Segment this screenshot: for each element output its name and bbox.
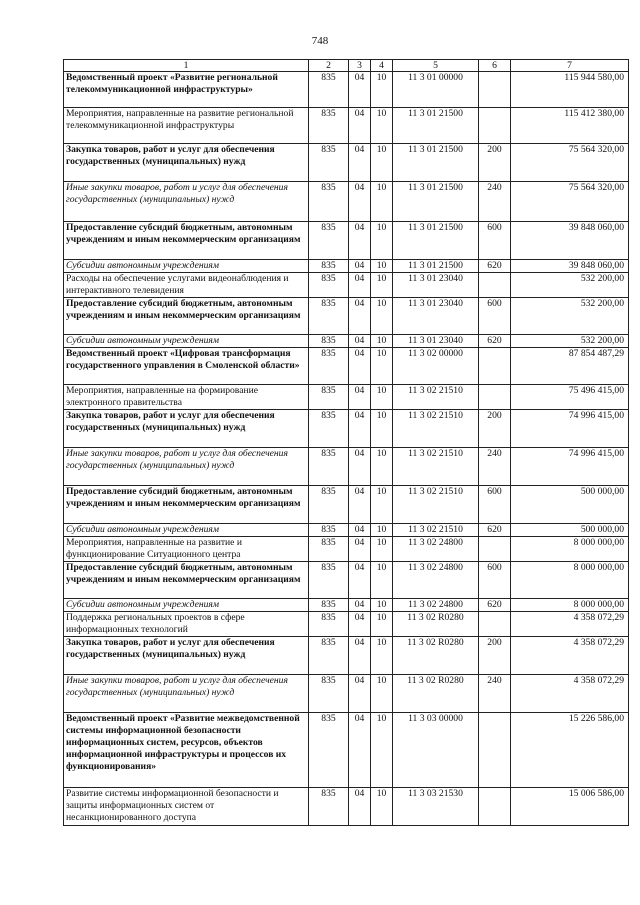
amount-cell: 4 358 072,29 [511, 675, 629, 713]
subsection-cell: 10 [371, 182, 393, 222]
description-cell: Поддержка региональных проектов в сфере информационных технологий [64, 612, 309, 637]
description-cell: Иные закупки товаров, работ и услуг для обеспечения государственных (муниципальных) нужд [64, 182, 309, 222]
subsection-cell: 10 [371, 298, 393, 335]
admin-code-cell: 835 [309, 260, 349, 273]
subsection-cell: 10 [371, 788, 393, 826]
section-cell: 04 [349, 260, 371, 273]
admin-code-cell: 835 [309, 637, 349, 675]
subsection-cell: 10 [371, 108, 393, 144]
amount-cell: 39 848 060,00 [511, 260, 629, 273]
expense-type-cell [479, 108, 511, 144]
section-cell: 04 [349, 298, 371, 335]
section-cell: 04 [349, 273, 371, 298]
subsection-cell: 10 [371, 448, 393, 486]
description-cell: Субсидии автономным учреждениям [64, 524, 309, 537]
amount-cell: 532 200,00 [511, 273, 629, 298]
table-row [64, 537, 629, 562]
admin-code-cell: 835 [309, 222, 349, 260]
amount-cell: 500 000,00 [511, 524, 629, 537]
target-article-cell: 11 3 01 23040 [393, 335, 479, 348]
amount-cell: 8 000 000,00 [511, 562, 629, 599]
description-cell: Мероприятия, направленные на развитие региональной телекоммуникационной инфраструктуры [64, 108, 309, 144]
description-cell: Субсидии автономным учреждениям [64, 260, 309, 273]
target-article-cell: 11 3 02 21510 [393, 524, 479, 537]
amount-cell: 4 358 072,29 [511, 637, 629, 675]
amount-cell: 15 226 586,00 [511, 713, 629, 788]
target-article-cell: 11 3 02 21510 [393, 385, 479, 410]
section-cell: 04 [349, 524, 371, 537]
subsection-cell: 10 [371, 335, 393, 348]
section-cell: 04 [349, 562, 371, 599]
target-article-cell: 11 3 02 R0280 [393, 637, 479, 675]
col-header-2: 2 [309, 60, 349, 72]
table-row [64, 612, 629, 637]
section-cell: 04 [349, 72, 371, 108]
description-cell: Закупка товаров, работ и услуг для обеспечения государственных (муниципальных) нужд [64, 410, 309, 448]
admin-code-cell: 835 [309, 448, 349, 486]
expense-type-cell [479, 385, 511, 410]
amount-cell: 75 564 320,00 [511, 182, 629, 222]
target-article-cell: 11 3 02 21510 [393, 448, 479, 486]
target-article-cell: 11 3 02 21510 [393, 410, 479, 448]
admin-code-cell: 835 [309, 273, 349, 298]
target-article-cell: 11 3 01 21500 [393, 108, 479, 144]
admin-code-cell: 835 [309, 788, 349, 826]
target-article-cell: 11 3 01 00000 [393, 72, 479, 108]
table-row [64, 182, 629, 222]
subsection-cell: 10 [371, 599, 393, 612]
section-cell: 04 [349, 410, 371, 448]
section-cell: 04 [349, 182, 371, 222]
table-row [64, 448, 629, 486]
description-cell: Предоставление субсидий бюджетным, автономным учреждениям и иным некоммерческим организациям [64, 298, 309, 335]
expense-type-cell [479, 713, 511, 788]
table-row [64, 222, 629, 260]
expense-type-cell [479, 72, 511, 108]
target-article-cell: 11 3 02 24800 [393, 537, 479, 562]
expense-type-cell: 600 [479, 562, 511, 599]
subsection-cell: 10 [371, 72, 393, 108]
table-row [64, 599, 629, 612]
target-article-cell: 11 3 02 R0280 [393, 612, 479, 637]
table-row [64, 562, 629, 599]
table-row [64, 348, 629, 385]
subsection-cell: 10 [371, 410, 393, 448]
subsection-cell: 10 [371, 713, 393, 788]
subsection-cell: 10 [371, 562, 393, 599]
subsection-cell: 10 [371, 260, 393, 273]
subsection-cell: 10 [371, 675, 393, 713]
section-cell: 04 [349, 448, 371, 486]
section-cell: 04 [349, 222, 371, 260]
section-cell: 04 [349, 335, 371, 348]
admin-code-cell: 835 [309, 675, 349, 713]
section-cell: 04 [349, 537, 371, 562]
amount-cell: 74 996 415,00 [511, 410, 629, 448]
table-row [64, 713, 629, 788]
description-cell: Субсидии автономным учреждениям [64, 335, 309, 348]
description-cell: Предоставление субсидий бюджетным, автономным учреждениям и иным некоммерческим организациям [64, 486, 309, 524]
table-row [64, 675, 629, 713]
col-header-5: 5 [393, 60, 479, 72]
admin-code-cell: 835 [309, 524, 349, 537]
section-cell: 04 [349, 713, 371, 788]
table-row [64, 788, 629, 826]
amount-cell: 8 000 000,00 [511, 599, 629, 612]
expense-type-cell [479, 788, 511, 826]
expense-type-cell: 240 [479, 448, 511, 486]
expense-type-cell: 200 [479, 410, 511, 448]
table-row [64, 260, 629, 273]
description-cell: Ведомственный проект «Развитие региональной телекоммуникационной инфраструктуры» [64, 72, 309, 108]
section-cell: 04 [349, 788, 371, 826]
expense-type-cell [479, 537, 511, 562]
col-header-1: 1 [64, 60, 309, 72]
expense-type-cell: 620 [479, 335, 511, 348]
amount-cell: 75 564 320,00 [511, 144, 629, 182]
target-article-cell: 11 3 01 21500 [393, 182, 479, 222]
description-cell: Предоставление субсидий бюджетным, автономным учреждениям и иным некоммерческим организациям [64, 562, 309, 599]
section-cell: 04 [349, 675, 371, 713]
target-article-cell: 11 3 01 21500 [393, 144, 479, 182]
target-article-cell: 11 3 02 00000 [393, 348, 479, 385]
target-article-cell: 11 3 02 24800 [393, 599, 479, 612]
description-cell: Иные закупки товаров, работ и услуг для обеспечения государственных (муниципальных) нужд [64, 675, 309, 713]
expense-type-cell: 240 [479, 675, 511, 713]
section-cell: 04 [349, 348, 371, 385]
target-article-cell: 11 3 03 21530 [393, 788, 479, 826]
target-article-cell: 11 3 01 23040 [393, 273, 479, 298]
subsection-cell: 10 [371, 348, 393, 385]
expense-type-cell: 200 [479, 144, 511, 182]
amount-cell: 39 848 060,00 [511, 222, 629, 260]
subsection-cell: 10 [371, 222, 393, 260]
subsection-cell: 10 [371, 637, 393, 675]
expense-type-cell: 600 [479, 222, 511, 260]
section-cell: 04 [349, 486, 371, 524]
table-body [64, 72, 629, 826]
admin-code-cell: 835 [309, 410, 349, 448]
target-article-cell: 11 3 03 00000 [393, 713, 479, 788]
subsection-cell: 10 [371, 612, 393, 637]
table-row [64, 410, 629, 448]
admin-code-cell: 835 [309, 486, 349, 524]
expense-type-cell: 620 [479, 260, 511, 273]
admin-code-cell: 835 [309, 298, 349, 335]
table-row [64, 298, 629, 335]
admin-code-cell: 835 [309, 537, 349, 562]
section-cell: 04 [349, 385, 371, 410]
header-row [64, 60, 629, 72]
table-row [64, 486, 629, 524]
budget-table [63, 59, 629, 826]
col-header-6: 6 [479, 60, 511, 72]
amount-cell: 115 412 380,00 [511, 108, 629, 144]
admin-code-cell: 835 [309, 108, 349, 144]
subsection-cell: 10 [371, 144, 393, 182]
col-header-4: 4 [371, 60, 393, 72]
expense-type-cell [479, 273, 511, 298]
section-cell: 04 [349, 599, 371, 612]
target-article-cell: 11 3 02 R0280 [393, 675, 479, 713]
section-cell: 04 [349, 144, 371, 182]
col-header-3: 3 [349, 60, 371, 72]
expense-type-cell: 200 [479, 637, 511, 675]
expense-type-cell: 620 [479, 524, 511, 537]
description-cell: Мероприятия, направленные на формирование электронного правительства [64, 385, 309, 410]
target-article-cell: 11 3 02 24800 [393, 562, 479, 599]
table-row [64, 72, 629, 108]
admin-code-cell: 835 [309, 562, 349, 599]
description-cell: Закупка товаров, работ и услуг для обеспечения государственных (муниципальных) нужд [64, 144, 309, 182]
amount-cell: 4 358 072,29 [511, 612, 629, 637]
description-cell: Ведомственный проект «Развитие межведомственной системы информационной безопасности информационных систем, ресурсов, объектов информационной инфраструктуры и процессов их функционирования» [64, 713, 309, 788]
expense-type-cell: 600 [479, 486, 511, 524]
table-row [64, 637, 629, 675]
amount-cell: 74 996 415,00 [511, 448, 629, 486]
subsection-cell: 10 [371, 537, 393, 562]
subsection-cell: 10 [371, 385, 393, 410]
expense-type-cell: 600 [479, 298, 511, 335]
expense-type-cell [479, 348, 511, 385]
table-row [64, 144, 629, 182]
amount-cell: 15 006 586,00 [511, 788, 629, 826]
admin-code-cell: 835 [309, 348, 349, 385]
admin-code-cell: 835 [309, 713, 349, 788]
expense-type-cell: 240 [479, 182, 511, 222]
amount-cell: 500 000,00 [511, 486, 629, 524]
description-cell: Ведомственный проект «Цифровая трансформация государственного управления в Смоленской области» [64, 348, 309, 385]
description-cell: Развитие системы информационной безопасности и защиты информационных систем от несанкционированного доступа [64, 788, 309, 826]
target-article-cell: 11 3 01 21500 [393, 222, 479, 260]
target-article-cell: 11 3 02 21510 [393, 486, 479, 524]
table-row [64, 524, 629, 537]
page-number: 748 [311, 35, 329, 47]
section-cell: 04 [349, 637, 371, 675]
description-cell: Мероприятия, направленные на развитие и функционирование Ситуационного центра [64, 537, 309, 562]
target-article-cell: 11 3 01 21500 [393, 260, 479, 273]
table-row [64, 335, 629, 348]
col-header-7: 7 [511, 60, 629, 72]
subsection-cell: 10 [371, 273, 393, 298]
section-cell: 04 [349, 612, 371, 637]
description-cell: Предоставление субсидий бюджетным, автономным учреждениям и иным некоммерческим организациям [64, 222, 309, 260]
amount-cell: 532 200,00 [511, 298, 629, 335]
description-cell: Субсидии автономным учреждениям [64, 599, 309, 612]
admin-code-cell: 835 [309, 144, 349, 182]
description-cell: Закупка товаров, работ и услуг для обеспечения государственных (муниципальных) нужд [64, 637, 309, 675]
section-cell: 04 [349, 108, 371, 144]
admin-code-cell: 835 [309, 182, 349, 222]
table-row [64, 385, 629, 410]
admin-code-cell: 835 [309, 335, 349, 348]
target-article-cell: 11 3 01 23040 [393, 298, 479, 335]
amount-cell: 75 496 415,00 [511, 385, 629, 410]
amount-cell: 115 944 580,00 [511, 72, 629, 108]
admin-code-cell: 835 [309, 612, 349, 637]
admin-code-cell: 835 [309, 72, 349, 108]
table-row [64, 273, 629, 298]
description-cell: Расходы на обеспечение услугами видеонаблюдения и интерактивного телевидения [64, 273, 309, 298]
expense-type-cell [479, 612, 511, 637]
amount-cell: 8 000 000,00 [511, 537, 629, 562]
expense-type-cell: 620 [479, 599, 511, 612]
amount-cell: 532 200,00 [511, 335, 629, 348]
subsection-cell: 10 [371, 524, 393, 537]
subsection-cell: 10 [371, 486, 393, 524]
table-row [64, 108, 629, 144]
admin-code-cell: 835 [309, 385, 349, 410]
amount-cell: 87 854 487,29 [511, 348, 629, 385]
description-cell: Иные закупки товаров, работ и услуг для обеспечения государственных (муниципальных) нужд [64, 448, 309, 486]
admin-code-cell: 835 [309, 599, 349, 612]
